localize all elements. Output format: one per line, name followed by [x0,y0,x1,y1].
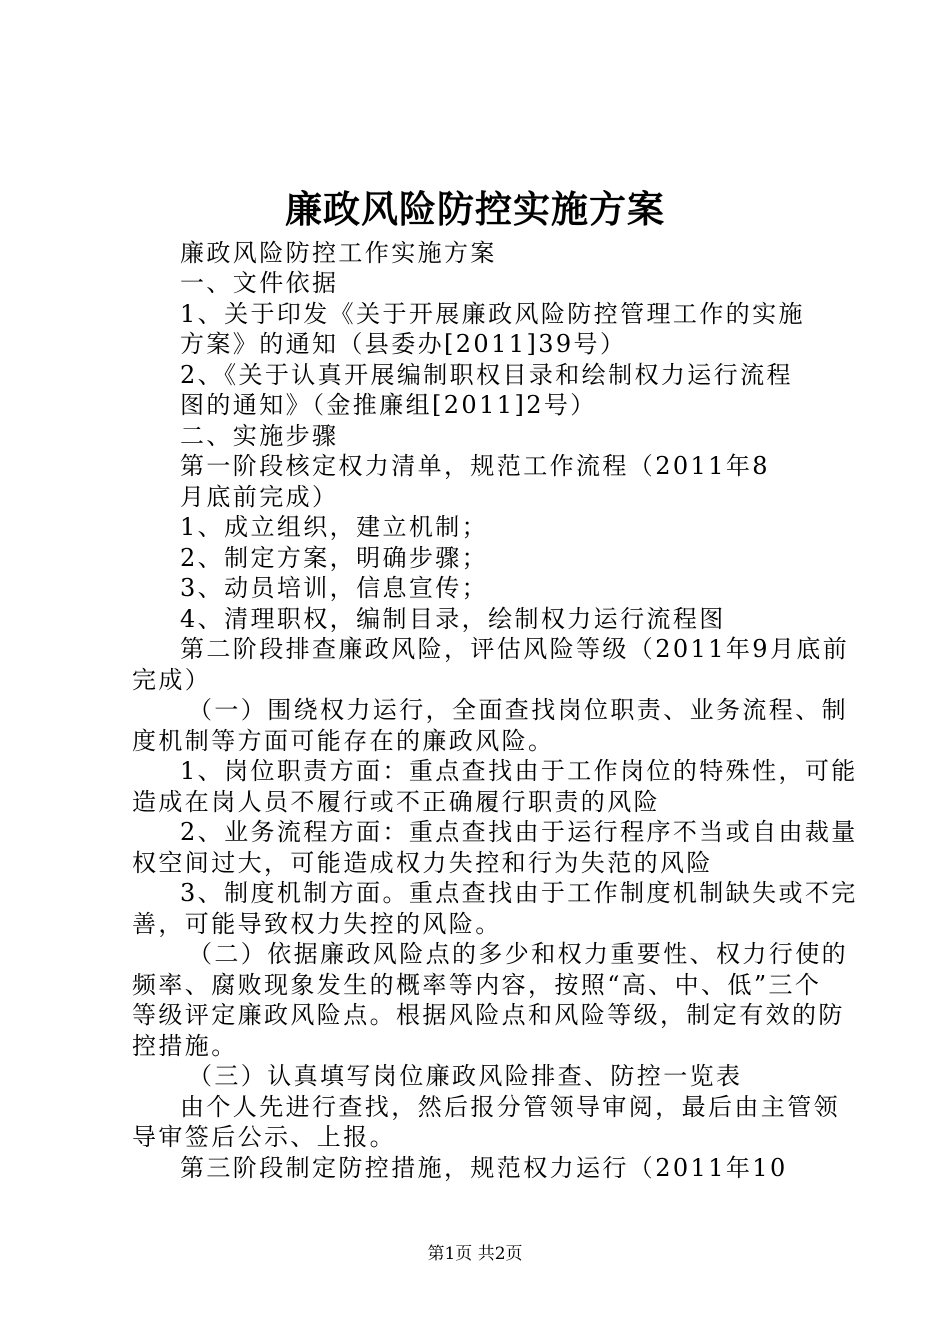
document-title: 廉政风险防控实施方案 [285,187,665,231]
section-heading-basis: 一、文件依据 [180,269,339,297]
text-line: 等级评定廉政风险点。根据风险点和风险等级，制定有效的防 [132,1001,845,1029]
section-heading-steps: 二、实施步骤 [180,422,339,450]
text-line: 由个人先进行查找，然后报分管领导审阅，最后由主管领 [180,1093,840,1121]
list-item: 4、清理职权，编制目录，绘制权力运行流程图 [180,605,726,633]
text-line: 1、关于印发《关于开展廉政风险防控管理工作的实施 [180,300,805,328]
text-line: （二）依据廉政风险点的多少和权力重要性、权力行使的 [188,940,848,968]
text-line: 善，可能导致权力失控的风险。 [132,910,502,938]
subtitle-line: 廉政风险防控工作实施方案 [180,239,497,267]
text-line: 方案》的通知（县委办[2011]39号） [180,330,627,358]
list-item: 1、成立组织，建立机制； [180,513,489,541]
text-line: 造成在岗人员不履行或不正确履行职责的风险 [132,788,660,816]
text-line: 2、《关于认真开展编制职权目录和绘制权力运行流程 [180,361,793,389]
text-line: 控措施。 [132,1032,238,1060]
text-line: 度机制等方面可能存在的廉政风险。 [132,727,555,755]
list-item: 2、制定方案，明确步骤； [180,544,489,572]
text-line: （三）认真填写岗位廉政风险排查、防控一览表 [188,1062,743,1090]
text-line: 权空间过大，可能造成权力失控和行为失范的风险 [132,849,713,877]
text-line: 完成） [132,666,212,694]
page-footer: 第1页 共2页 [427,1244,523,1264]
list-item: 3、动员培训，信息宣传； [180,574,489,602]
text-line: 1、岗位职责方面：重点查找由于工作岗位的特殊性，可能 [180,757,858,785]
text-line: 第二阶段排查廉政风险，评估风险等级（2011年9月底前 [180,635,850,663]
text-line: 月底前完成） [180,483,339,511]
text-line: 图的通知》（金推廉组[2011]2号） [180,391,597,419]
text-line: 第一阶段核定权力清单，规范工作流程（2011年8 [180,452,770,480]
text-line: 频率、腐败现象发生的概率等内容，按照“高、中、低”三个 [132,971,822,999]
text-line: 2、业务流程方面：重点查找由于运行程序不当或自由裁量 [180,818,858,846]
text-line: （一）围绕权力运行，全面查找岗位职责、业务流程、制 [188,696,848,724]
text-line: 导审签后公示、上报。 [132,1123,396,1151]
text-line: 第三阶段制定防控措施，规范权力运行（2011年10 [180,1154,788,1182]
text-line: 3、制度机制方面。重点查找由于工作制度机制缺失或不完 [180,879,858,907]
